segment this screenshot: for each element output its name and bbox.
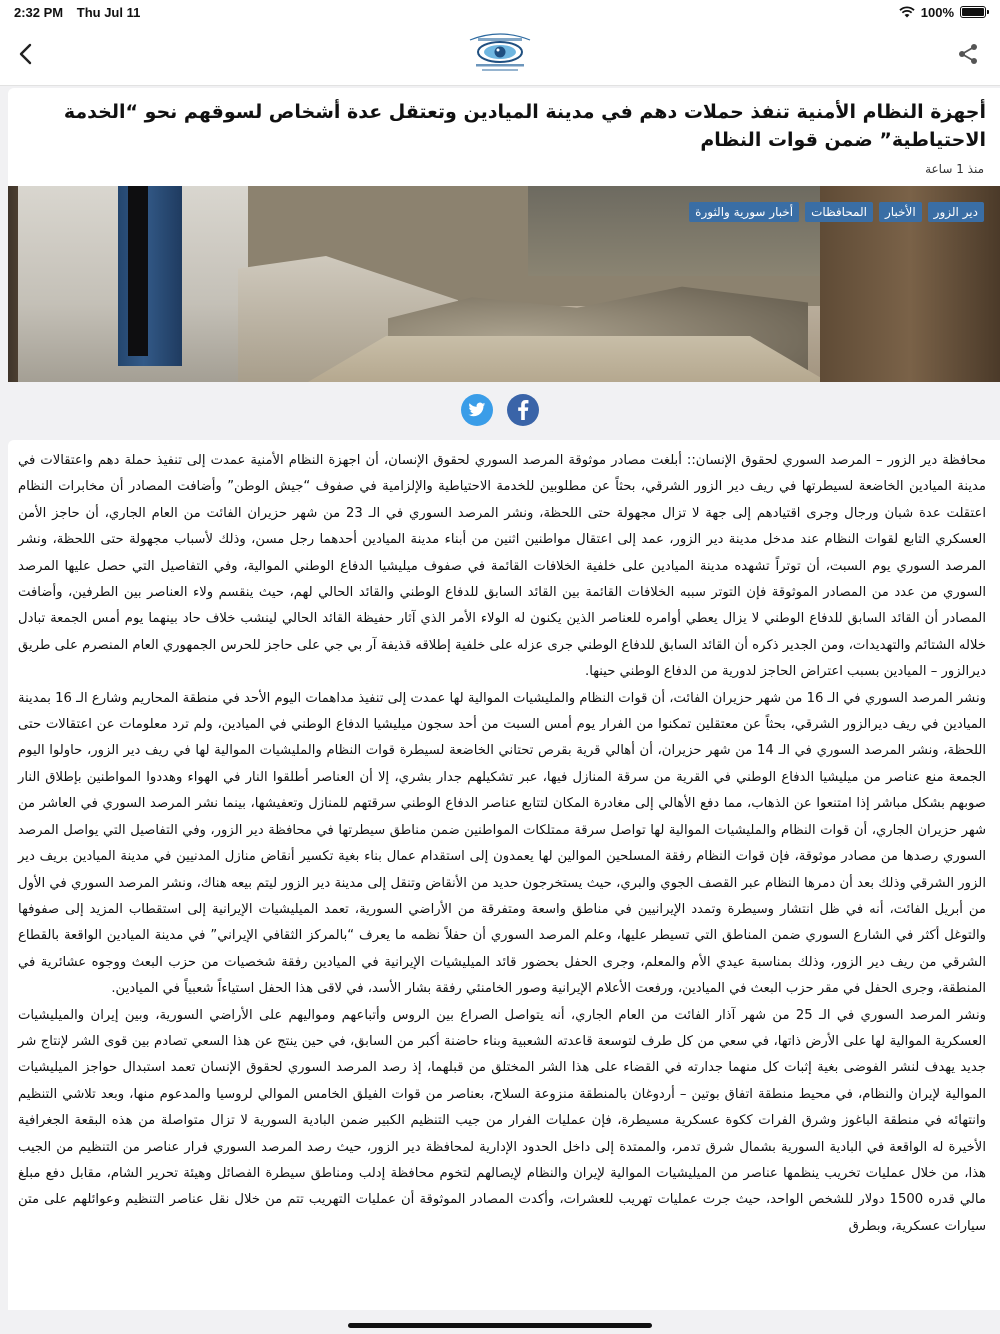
status-time: 2:32 PM <box>14 4 64 20</box>
article-hero-image <box>8 186 1000 382</box>
tag-syria-revolution-news[interactable]: أخبار سورية والثورة <box>689 202 799 222</box>
tag-news[interactable]: الأخبار <box>879 202 922 222</box>
wifi-icon <box>899 6 915 18</box>
home-indicator[interactable] <box>348 1323 652 1328</box>
status-date: Thu Jul 11 <box>76 4 141 20</box>
article-headline: أجهزة النظام الأمنية تنفذ حملات دهم في مدينة الميادين وتعتقل عدة أشخاص لسوقهم نحو “الخدمة الاحتياطية” ضمن قوات النظام <box>63 101 986 151</box>
article-body-card <box>8 440 1000 1310</box>
status-left <box>14 5 150 20</box>
back-button[interactable] <box>8 36 44 72</box>
twitter-icon <box>468 402 486 418</box>
facebook-icon <box>517 400 529 420</box>
article-paragraph: ونشر المرصد السوري في الـ 25 من شهر آذار الفائت من العام الجاري، أنه يتواصل الصراع بين الروس وأتباعهم ومواليهم على الأراضي السورية، وبين إيران والميليشيات العسكرية الموالية لها على الأرض ذاتها، في سعي من كل طرف لتوسعة قاعدته الشعبية وبناء حاضنة أكبر من السابق، في حين ينتج عن هذا السعي تصادم بين قوى الشر لإنتاج شر جديد يهدف لنشر الفوضى بغية إثبات كل منهما جدارته في القضاء على هذا الشر المختلق من قبلهما، إذ رصد المرصد السوري لحقوق الإنسان تعمد استبدال حواجز الميليشيات الموالية لإيران والنظام، في محيط منطقة اتفاق بوتين – أردوغان بالمنطقة منزوعة السلاح، بعناصر من قوات الفيلق الخامس الموالي لروسيا والمدعوم منها، وبعد تلاشي التنظيم وانتهائه في منطقة الباغوز وشرق الفرات ككوة عسكرية مسيطرة، فإن عمليات الفرار من جيب التنظيم الكبير ضمن البادية السورية لا تزال متواصلة من هذه البقعة الجغرافية الأخيرة له الواقعة في البادية السورية بشمال شرق تدمر، والممتدة إلى داخل الحدود الإدارية لمحافظة دير الزور، حيث رصد المرصد السوري فرار عناصر من التنظيم من الجيب هذا، من خلال عمليات تخريب ينظمها عناصر من الميليشيات الموالية لإيران والنظام لإيصالهم لتخوم محافظة إدلب ومناطق سيطرة الفصائل وهيئة تحرير الشام، مقابل دفع مبلغ مالي قدره 1500 دولار للشخص الواحد، حيث جرت عمليات تهريب للعشرات، وأكدت المصادر الموثوقة أن عمليات التهريب تتم من خلال نقل عناصر التنظيم وعوائلهم على متن سيارات عسكرية، وبطرق <box>18 1007 986 1234</box>
tag-deir-ezzor[interactable]: دير الزور <box>928 202 984 222</box>
article-paragraph: محافظة دير الزور – المرصد السوري لحقوق الإنسان:: أبلغت مصادر موثوقة المرصد السوري لحقوق الإنسان، أن اجهزة النظام الأمنية عمدت إلى تنفيذ حملة دهم واعتقالات في مدينة الميادين الخاضعة لسيطرتها في ريف دير الزور الشرقي، بحثاً عن مطلوبين للخدمة الاحتياطية والإلزامية في صفوف “جيش الوطن” وأضافت المصادر أن مخابرات النظام اعتقلت عدة شبان ورجال وجرى اقتيادهم إلى جهة لا تزال مجهولة حتى اللحظة، ونشر المرصد السوري في الـ 23 من شهر حزيران الفائت من العام الجاري، أن حاجز الأمن العسكري التابع لقوات النظام عند مدخل مدينة دير الزور، عمد إلى اعتقال مواطنين اثنين من أبناء مدينة الميادين أحدهما رجل مسن، وذلك لأسباب مجهولة حتى اللحظة، ونشر المرصد السوري يوم السبت، أن توتراً تشهده مدينة الميادين على خلفية الخلافات القائمة في صفوف ميليشيا الدفاع الوطني الموالية، وفي التفاصيل التي حصل عليها المرصد السوري من عدد من المصادر الموثوقة فإن التوتر سببه الخلافات القائمة بين القائد السابق للدفاع الوطني والقائد الحالي لهم، حيث ينقسم ولاء العناصر بين الطرفين، وأضافت المصادر أن القائد السابق للدفاع الوطني لا يزال يعطي أوامره للعناصر الذين يكنون له الولاء الأمر الذي آثار حفيظة القائد الحالي لينشب خلاف حاد بينهما يوم أمس الجمعة تبادل خلاله الشتائم والتهديدات، ومن الجدير ذكره أن القائد السابق للدفاع الوطني جرى عزله على خلفية إطلاقه قذيفة آر بي جي على حاجز للحرس الجمهوري العام المنصرم على طريق ديرالزور – الميادين بسبب اعتراض الحاجز لدورية من الدفاع الوطني حينها. <box>18 453 986 680</box>
article-paragraph: ونشر المرصد السوري في الـ 16 من شهر حزيران الفائت، أن قوات النظام والمليشيات الموالية لها عمدت إلى تنفيذ مداهمات اليوم الأحد في منطقة المحاريم وشارع الـ 16 بمدينة الميادين في ريف ديرالزور الشرقي، بحثاً عن معتقلين تمكنوا من الفرار يوم أمس السبت من أحد سجون ميليشيا الدفاع الوطني في الميادين، ولم ترد معلومات عن اعتقالات حتى اللحظة، ونشر المرصد السوري في الـ 14 من شهر حزيران، أن أهالي قرية بقرص تحتاني الخاضعة لسيطرة قوات النظام والمليشيات الموالية لها في ريف دير الزور، حاولوا اليوم الجمعة منع عناصر من ميليشيا الدفاع الوطني في القرية من سرقة المنازل فيها، عبر تشكيلهم جدار بشري، إلا أن العناصر أطلقوا النار في الهواء وهددوا المواطنين بإطلاق النار صوبهم بشكل مباشر إذا امتنعوا عن الذهاب، مما دفع الأهالي إلى مغادرة المكان لتتابع عناصر الدفاع الوطني سرقتهم للمنازل وتعفيشها، بينما نشر المرصد السوري في العاشر من شهر حزيران الجاري، أن قوات النظام والمليشيات الموالية لها تواصل سرقة ممتلكات المواطنين ضمن مناطق سيطرتها في محافظة دير الزور، وفي التفاصيل التي يواصل المرصد السوري رصدها من مصادر موثوقة، فإن قوات النظام رفقة المسلحين الموالين لها يعمدون إلى استقدام عمال بناء بغية تكسير أنقاض منازل المدنيين في مدينة الميادين بريف دير الزور الشرقي وذلك بعد أن دمرها النظام عبر القصف الجوي والبري، حيث يستخرجون حديد من الأنقاض وتنقل إلى مدينة دير الزور ليتم بيعه هناك، ونشر المرصد السوري في الأول من أبريل الفائت، أنه في ظل انتشار وسيطرة وتمدد الإيرانيين في مناطق واسعة ومتفرقة من الأراضي السورية، تعمد الميليشيات الإيرانية إلى استقطاب المزيد إلى صفوفها والتوغل أكثر في الشارع السوري ضمن المناطق التي تسيطر عليها، وعلم المرصد السوري أن حفلاً نظمه ما يعرف “بالمركز الثقافي الإيراني” في مدينة الميادين الواقعة بالقطاع الشرقي من ريف دير الزور، وذلك بمناسبة عيدي الأم والمعلم، وجرى الحفل بحضور قائد الميليشيات الإيرانية في الميادين رفقة شخصيات من حزب البعث ووجوه عشائرية في المنطقة، وجرى الحفل في مقر حزب البعث في الميادين، ورفعت الأعلام الإيرانية وصور الخامنئي رفقة بشار الأسد، في لاقى هذا الحفل استياءاً شعبياً في الميادين. <box>18 690 986 997</box>
chevron-left-icon <box>16 43 36 65</box>
social-share-bar <box>0 394 1000 428</box>
nav-bar <box>0 24 1000 86</box>
article-body <box>18 448 986 1240</box>
tag-governorates[interactable]: المحافظات <box>805 202 873 222</box>
facebook-share-button[interactable] <box>507 394 539 426</box>
battery-percent: 100% <box>920 4 954 20</box>
category-tags <box>689 202 984 222</box>
status-right <box>899 5 986 20</box>
share-icon <box>957 43 979 65</box>
twitter-share-button[interactable] <box>461 394 493 426</box>
share-button[interactable] <box>950 36 986 72</box>
status-bar <box>0 0 1000 24</box>
article-timestamp: منذ 1 ساعة <box>925 162 984 176</box>
battery-icon <box>960 6 986 18</box>
syrian-observatory-logo <box>464 30 536 78</box>
article-header-card <box>8 88 1000 382</box>
